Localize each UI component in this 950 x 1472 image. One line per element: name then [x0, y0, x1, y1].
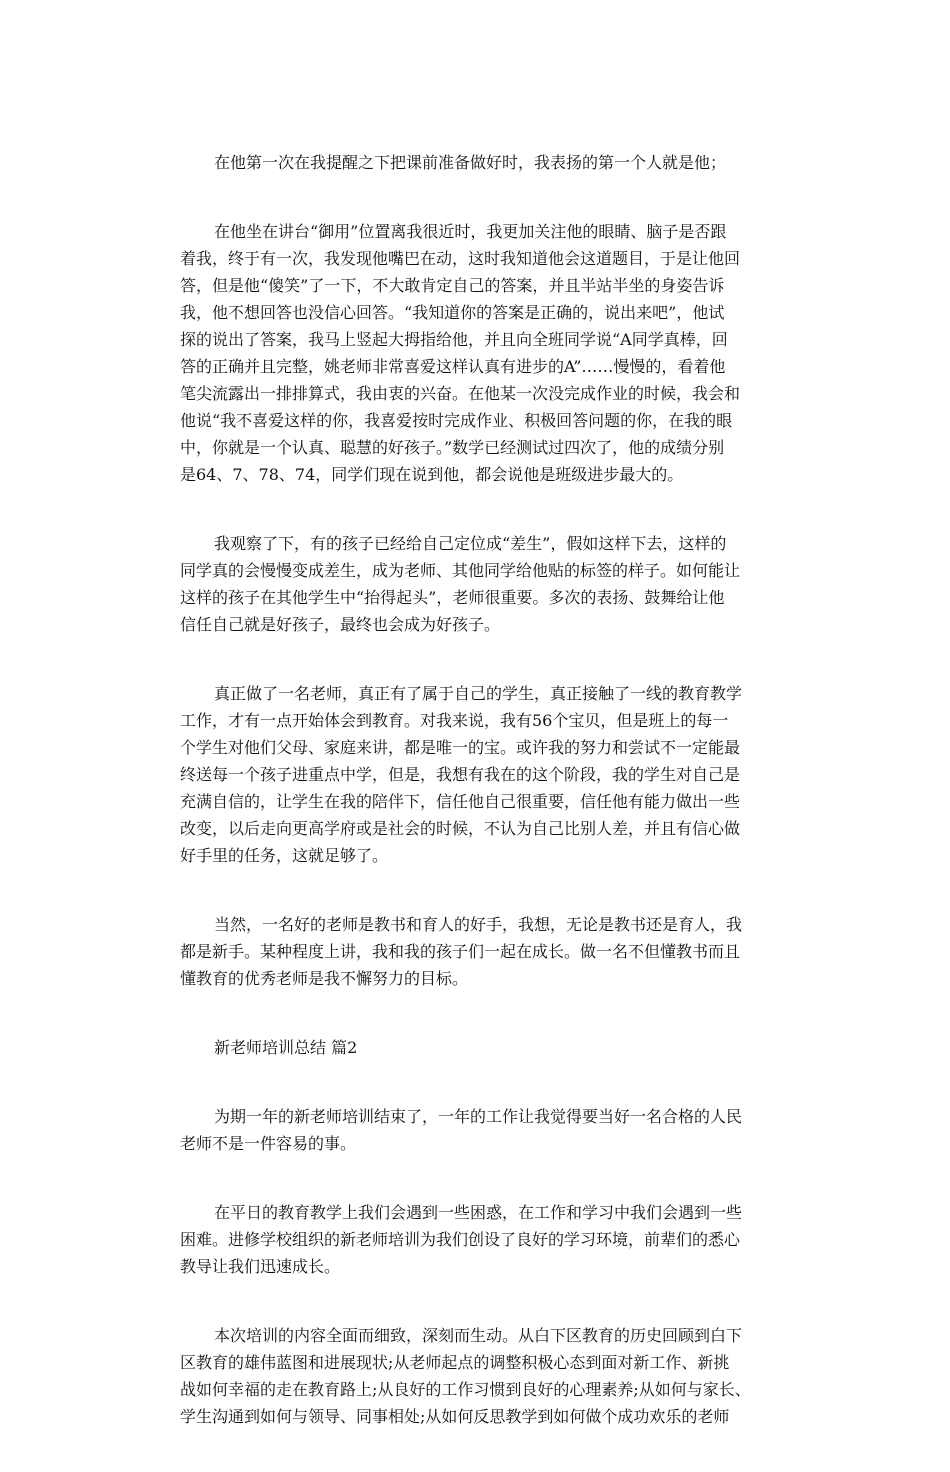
text-line: 终送每一个孩子进重点中学，但是，我想有我在的这个阶段，我的学生对自己是	[180, 765, 741, 784]
text-line: 答的正确并且完整，姚老师非常喜爱这样认真有进步的A”……慢慢的，看着他	[180, 357, 726, 376]
text-line: 着我，终于有一次，我发现他嘴巴在动，这时我知道他会这道题目，于是让他回	[180, 249, 741, 268]
text-line: 本次培训的内容全面而细致，深刻而生动。从白下区教育的历史回顾到白下	[214, 1326, 743, 1345]
paragraph-4	[180, 680, 780, 869]
text-line: 好手里的任务，这就足够了。	[180, 846, 389, 865]
text-line: 同学真的会慢慢变成差生，成为老师、其他同学给他贴的标签的样子。如何能让	[180, 561, 741, 580]
text-line: 我观察了下，有的孩子已经给自己定位成“差生”，假如这样下去，这样的	[214, 534, 727, 553]
text-line: 在他第一次在我提醒之下把课前准备做好时，我表扬的第一个人就是他；	[214, 153, 727, 172]
text-line: 真正做了一名老师，真正有了属于自己的学生，真正接触了一线的教育教学	[214, 684, 743, 703]
text-line: 笔尖流露出一排排算式，我由衷的兴奋。在他某一次没完成作业的时候，我会和	[180, 384, 741, 403]
text-line: 当然，一名好的老师是教书和育人的好手，我想，无论是教书还是育人，我	[214, 915, 743, 934]
paragraph-3	[180, 530, 780, 638]
text-line: 区教育的雄伟蓝图和进展现状;从老师起点的调整积极心态到面对新工作、新挑	[180, 1353, 730, 1372]
text-line: 他说“我不喜爱这样的你，我喜爱按时完成作业、积极回答问题的你，在我的眼	[180, 411, 733, 430]
paragraph-5	[180, 911, 780, 992]
section-heading: 新老师培训总结 篇2	[214, 1038, 358, 1057]
text-line: 在他坐在讲台“御用”位置离我很近时，我更加关注他的眼睛、脑子是否跟	[214, 222, 727, 241]
text-line: 答，但是他“傻笑”了一下，不大敢肯定自己的答案，并且半站半坐的身姿告诉	[180, 276, 725, 295]
text-line: 中，你就是一个认真、聪慧的好孩子。”数学已经测试过四次了，他的成绩分别	[180, 438, 725, 457]
text-line: 个学生对他们父母、家庭来讲，都是唯一的宝。或许我的努力和尝试不一定能最	[180, 738, 741, 757]
text-line: 战如何幸福的走在教育路上;从良好的工作习惯到良好的心理素养;从如何与家长、	[180, 1380, 751, 1399]
text-line: 这样的孩子在其他学生中“抬得起头”，老师很重要。多次的表扬、鼓舞给让他	[180, 588, 725, 607]
text-line: 都是新手。某种程度上讲，我和我的孩子们一起在成长。做一名不但懂教书而且	[180, 942, 741, 961]
text-line: 懂教育的优秀老师是我不懈努力的目标。	[180, 969, 469, 988]
text-line: 充满自信的，让学生在我的陪伴下，信任他自己很重要，信任他有能力做出一些	[180, 792, 741, 811]
paragraph-7	[180, 1199, 780, 1280]
paragraph-6	[180, 1103, 780, 1157]
paragraph-8	[180, 1322, 780, 1430]
text-line: 我，他不想回答也没信心回答。“我知道你的答案是正确的，说出来吧”，他试	[180, 303, 725, 322]
text-line: 在平日的教育教学上我们会遇到一些困惑，在工作和学习中我们会遇到一些	[214, 1203, 743, 1222]
text-line: 工作，才有一点开始体会到教育。对我来说，我有56个宝贝，但是班上的每一	[180, 711, 729, 730]
text-line: 学生沟通到如何与领导、同事相处;从如何反思教学到如何做个成功欢乐的老师	[180, 1407, 730, 1426]
document-body	[180, 149, 780, 1472]
text-line: 教导让我们迅速成长。	[180, 1257, 341, 1276]
paragraph-1	[180, 149, 780, 176]
text-line: 困难。进修学校组织的新老师培训为我们创设了良好的学习环境，前辈们的悉心	[180, 1230, 741, 1249]
text-line: 老师不是一件容易的事。	[180, 1134, 357, 1153]
text-line: 是64、7、78、74，同学们现在说到他，都会说他是班级进步最大的。	[180, 465, 684, 484]
text-line: 为期一年的新老师培训结束了，一年的工作让我觉得要当好一名合格的人民	[214, 1107, 743, 1126]
text-line: 信任自己就是好孩子，最终也会成为好孩子。	[180, 615, 501, 634]
text-line: 探的说出了答案，我马上竖起大拇指给他，并且向全班同学说“A同学真棒，回	[180, 330, 728, 349]
text-line: 改变，以后走向更高学府或是社会的时候，不认为自己比别人差，并且有信心做	[180, 819, 741, 838]
paragraph-2	[180, 218, 780, 488]
